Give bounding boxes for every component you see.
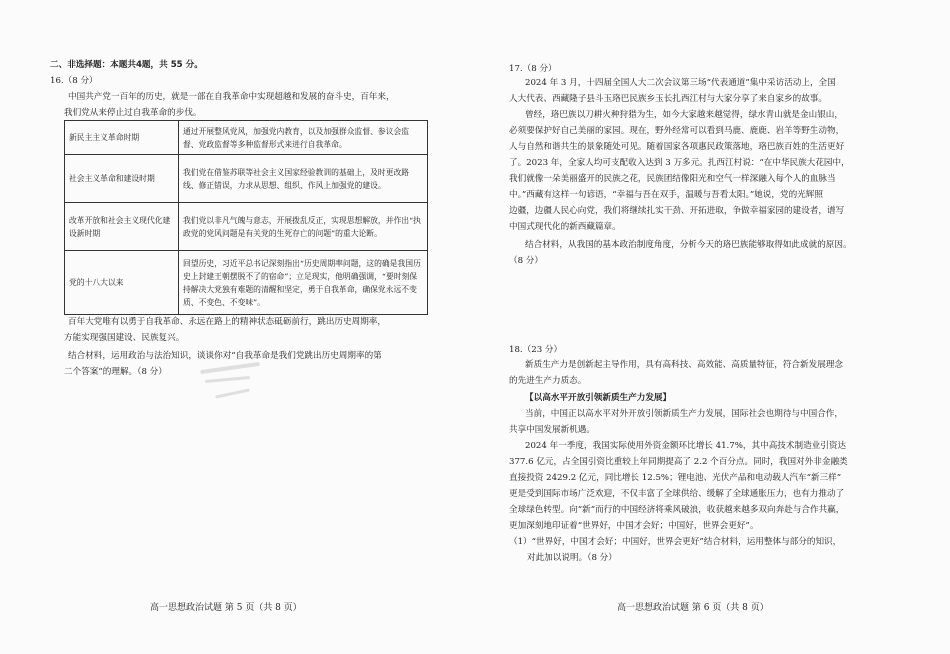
q18-line: 2024 年一季度，我国实际使用外资金额环比增长 41.7%，其中高技术制造业引资达 bbox=[525, 441, 847, 451]
content-cell: 我们党以非凡气魄与意志，开展拨乱反正，实现思想解放，并作出“执政党的党风问题是有关党的生死存亡的问题”的重大论断。 bbox=[179, 203, 428, 251]
q18-intro-line: 的先进生产力质态。 bbox=[509, 376, 587, 386]
page-footer: 高一思想政治试题 第 6 页（共 8 页） bbox=[617, 603, 769, 613]
q17-line: 中。”西藏有这样一句谚语，“幸福与吾在双手，温暖与吾看太阳。”她说，党的光辉照 bbox=[509, 190, 823, 200]
q17-line: 必须要保护好自己美丽的家园。现在，野外经常可以看到马鹿、鹿鹿、岩羊等野生动物， bbox=[509, 126, 845, 136]
q17-task-line: 结合材料，从我国的基本政治制度角度，分析今天的珞巴族能够取得如此成就的原因。 bbox=[525, 240, 852, 250]
q18-line: 377.6 亿元，占全国引资比重较上年同期提高了 2.2 个百分点。同时，我国对外非金融类 bbox=[509, 457, 848, 467]
q16-task-line: 二个答案”的理解。（8 分） bbox=[64, 367, 167, 377]
table-row bbox=[65, 203, 428, 251]
q17-line: 曾经，珞巴族以刀耕火种狩猎为生，如今大家越来越觉得，绿水青山就是金山银山， bbox=[525, 110, 843, 120]
content-cell: 通过开展整风党风，加强党内教育，以及加强群众监督、参议会监督、党政监督等多种监督形式来进行自我革命。 bbox=[179, 121, 428, 155]
q17-line: 人与自然和谐共生的景象随处可见。随着国家各项惠民政策落地，珞巴族百姓的生活更好 bbox=[509, 142, 845, 152]
q16-intro-line: 我们党从来停止过自我革命的步伐。 bbox=[64, 108, 202, 118]
q17-line: 中国式现代化的新西藏篇章。 bbox=[509, 222, 621, 232]
q17-task-line: （8 分） bbox=[509, 256, 543, 266]
q17-line: 2024 年 3 月，十四届全国人大二次会议第三场“代表通道”集中采访活动上，全国 bbox=[525, 78, 836, 88]
q16-closing-line: 方能实现强国建设、民族复兴。 bbox=[64, 333, 185, 343]
q18-sub1-line: （1）“世界好，中国才会好；中国好，世界会更好”结合材料，运用整体与部分的知识， bbox=[509, 537, 842, 547]
q18-line: 全球绿色转型。向“新”而行的中国经济将乘风破浪，收获越来越多双向奔赴与合作共赢， bbox=[509, 505, 845, 515]
q17-line: 人大代表、西藏隆子县斗玉珞巴民族乡玉长扎西江村与大家分享了来自家乡的故事。 bbox=[509, 94, 827, 104]
content-cell: 我们党在借鉴苏联等社会主义国家经验教训的基础上，及时更改路线、修正错误，力求从思想、组织、作风上加强党的建设。 bbox=[179, 155, 428, 203]
page-footer: 高一思想政治试题 第 5 页（共 8 页） bbox=[150, 603, 302, 613]
q18-line: 共享中国发展新机遇。 bbox=[509, 425, 595, 435]
content-cell: 回望历史，习近平总书记深刻指出“历史周期率问题，这的确是我国历史上封建王朝摆脱不了的宿命”；立足现实，他明确强调，“要时刻保持解决大党独有难题的清醒和坚定，勇于自我革命，确保党永远不变质、不变色、不变味”。 bbox=[179, 251, 428, 315]
q16-intro-line: 中国共产党一百年的历史，就是一部在自我革命中实现超越和发展的奋斗史，百年来， bbox=[68, 92, 395, 102]
q16-closing-line: 百年大党唯有以勇于自我革命、永远在路上的精神状态砥砺前行，跳出历史周期率， bbox=[68, 317, 386, 327]
q17-line: 了。2023 年，全家人均可支配收入达到 3 万多元。扎西江村说：“在中华民族大花园中， bbox=[509, 158, 850, 168]
q18-label: 18.（23 分） bbox=[509, 345, 563, 355]
table-row bbox=[65, 155, 428, 203]
period-cell: 社会主义革命和建设时期 bbox=[65, 155, 179, 203]
period-cell: 改革开放和社会主义现代化建设新时期 bbox=[65, 203, 179, 251]
q18-line: 更加深刻地印证着“世界好，中国才会好；中国好，世界会更好”。 bbox=[509, 521, 759, 531]
period-cell: 新民主主义革命时期 bbox=[65, 121, 179, 155]
q18-line: 直接投资 2429.2 亿元，同比增长 12.5%；锂电池、光伏产品和电动载人汽车“新三样” bbox=[509, 473, 842, 483]
history-table bbox=[64, 120, 428, 315]
section-header: 二、非选择题：本题共4题，共 55 分。 bbox=[50, 60, 203, 70]
table-row bbox=[65, 251, 428, 315]
q18-sub1-line: 对此加以说明。（8 分） bbox=[527, 553, 617, 563]
q17-label: 17.（8 分） bbox=[509, 64, 557, 74]
scan-smudge bbox=[205, 376, 250, 383]
q18-line: 当前，中国正以高水平对外开放引领新质生产力发展，国际社会也期待与中国合作， bbox=[525, 409, 843, 419]
table-row bbox=[65, 121, 428, 155]
q17-line: 我们就像一朵美丽盛开的民族之花，民族团结像阳光和空气一样深融入每个人的血脉当 bbox=[509, 174, 836, 184]
period-cell: 党的十八大以来 bbox=[65, 251, 179, 315]
q18-heading: 【以高水平开放引领新质生产力发展】 bbox=[525, 393, 672, 403]
q18-line: 更是受到国际市场广泛欢迎，不仅丰富了全球供给、缓解了全球通胀压力，也有力推动了 bbox=[509, 489, 845, 499]
q17-line: 边疆，边疆人民心向党，我们将继续扎实干劲、开拓进取，争做幸福家园的建设者，谱写 bbox=[509, 206, 845, 216]
right-page bbox=[475, 0, 950, 654]
scan-smudge bbox=[215, 388, 250, 398]
q16-label: 16.（8 分） bbox=[50, 76, 98, 86]
q16-task-line: 结合材料，运用政治与法治知识，谈谈你对“自我革命是我们党跳出历史周期率的第 bbox=[68, 351, 382, 361]
q18-intro-line: 新质生产力是创新起主导作用，具有高科技、高效能、高质量特征，符合新发展理念 bbox=[525, 360, 843, 370]
